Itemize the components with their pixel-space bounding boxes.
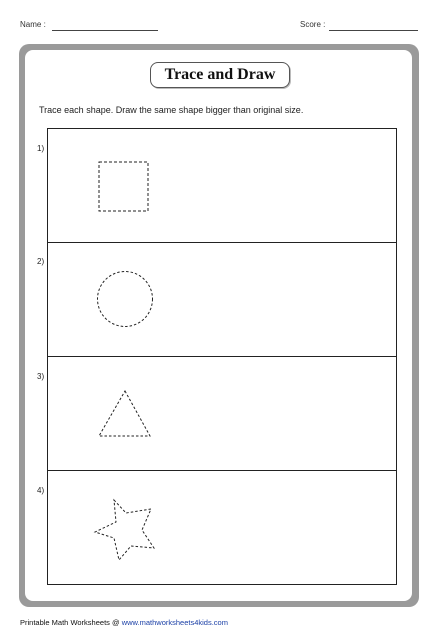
name-label: Name : xyxy=(20,20,46,29)
item-number-1: 1) xyxy=(37,144,45,153)
name-field[interactable] xyxy=(52,30,158,31)
score-label: Score : xyxy=(300,20,326,29)
star-icon[interactable] xyxy=(94,498,156,562)
worksheet-title: Trace and Draw xyxy=(164,66,276,83)
triangle-icon[interactable] xyxy=(98,390,152,438)
row-divider xyxy=(47,470,397,471)
footer-link[interactable]: www.mathworksheets4kids.com xyxy=(121,618,228,627)
circle-icon[interactable] xyxy=(96,270,154,328)
instructions-text: Trace each shape. Draw the same shape bigger than original size. xyxy=(39,105,304,115)
item-number-4: 4) xyxy=(37,486,45,495)
item-number-3: 3) xyxy=(37,372,45,381)
footer xyxy=(20,618,228,627)
item-number-2: 2) xyxy=(37,257,45,266)
row-divider xyxy=(47,356,397,357)
title-box xyxy=(150,62,290,88)
square-icon[interactable] xyxy=(98,161,150,213)
score-field[interactable] xyxy=(329,30,418,31)
row-divider xyxy=(47,242,397,243)
footer-prefix: Printable Math Worksheets @ xyxy=(20,618,122,627)
